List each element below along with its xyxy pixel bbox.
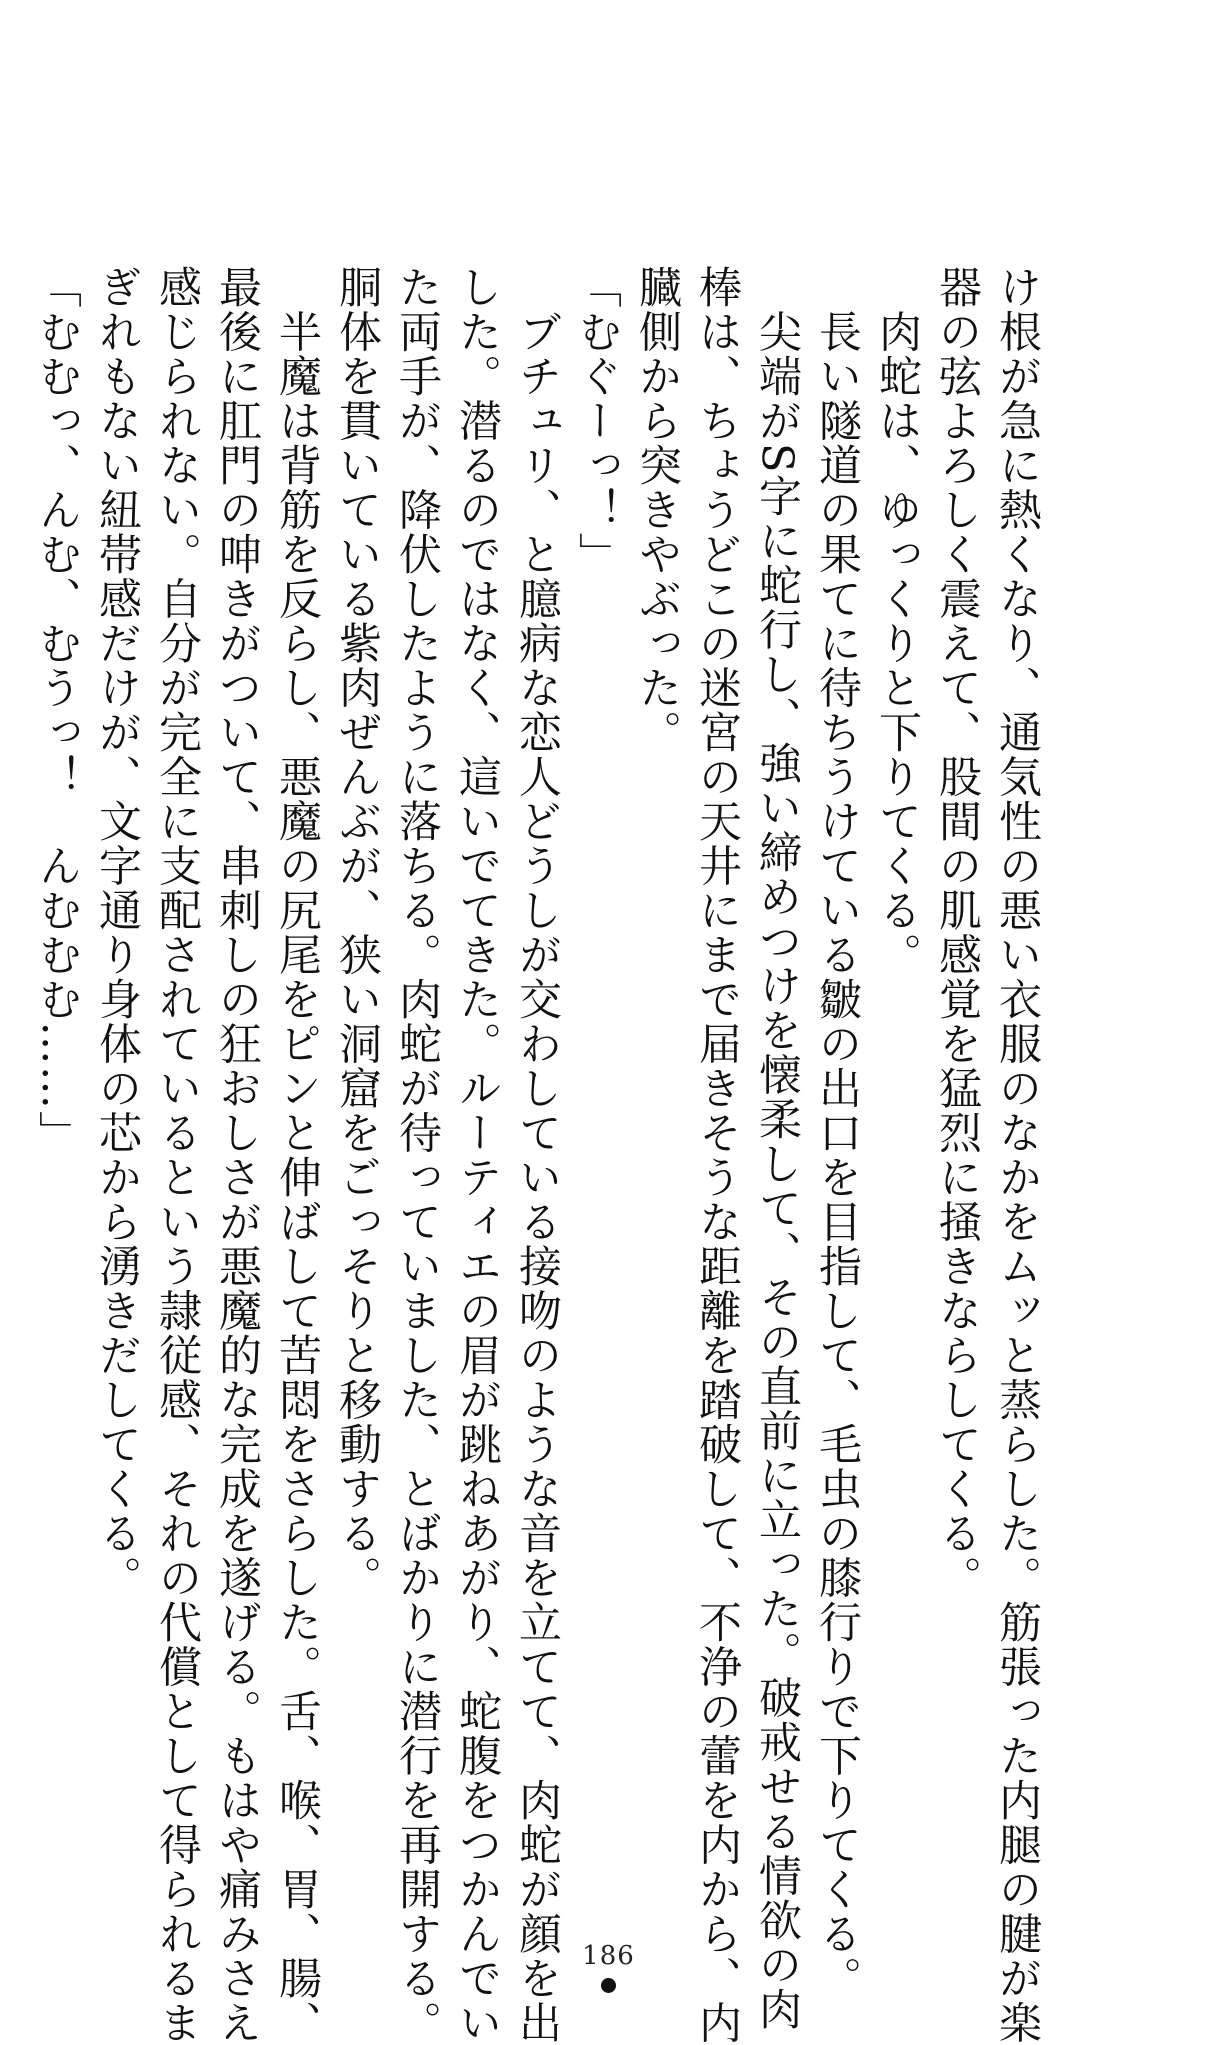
text-line: した。潜るのではなく、這いでてきた。ルーティエの眉が跳ねあがり、蛇腹をつかんでい — [452, 265, 502, 2045]
text-line: 胴体を貫いている紫肉ぜんぶが、狭い洞窟をごっそりと移動する。 — [332, 265, 382, 1600]
text-line: 「むぐーっ！」 — [572, 265, 622, 577]
page-number: 186 — [582, 1941, 635, 1971]
text-line: 臓側から突きやぶった。 — [632, 265, 682, 755]
text-line: 器の弦よろしく震えて、股間の肌感覚を猛烈に掻きならしてくる。 — [932, 265, 982, 1600]
text-line: 感じられない。自分が完全に支配されているという隷従感、それの代償として得られるま — [152, 265, 202, 2045]
text-line: 長い隧道の果てに待ちうけている皺の出口を目指して、毛虫の膝行りで下りてくる。 — [812, 265, 862, 2001]
text-line: 棒は、ちょうどこの迷宮の天井にまで届きそうな距離を踏破して、不浄の蕾を内から、内 — [692, 265, 742, 2045]
text-line: 最後に肛門の呻きがついて、串刺しの狂おしさが悪魔的な完成を遂げる。もはや痛みさえ — [212, 265, 262, 2045]
text-line: 半魔は背筋を反らし、悪魔の尻尾をピンと伸ばして苦悶をさらした。舌、喉、胃、腸、 — [272, 265, 322, 2045]
text-line: け根が急に熱くなり、通気性の悪い衣服のなかをムッと蒸らした。筋張った内腿の腱が楽 — [992, 265, 1042, 2045]
text-line: ブチュリ、と臆病な恋人どうしが交わしている接吻のような音を立てて、肉蛇が顔を出 — [512, 265, 562, 2045]
page-footer — [0, 1940, 1217, 1993]
text-line: た両手が、降伏したように落ちる。肉蛇が待っていました、とばかりに潜行を再開する。 — [392, 265, 442, 2045]
text-line: ぎれもない紐帯感だけが、文字通り身体の芯から湧きだしてくる。 — [92, 265, 142, 1600]
text-line: 「むむっ、んむ、むうっ！ んむむむ……」 — [32, 265, 82, 1155]
text-line: 肉蛇は、ゆっくりと下りてくる。 — [872, 265, 922, 977]
text-line: 尖端がS字に蛇行し、強い締めつけを懐柔して、その直前に立った。破戒せる情欲の肉 — [752, 265, 802, 2032]
page-dot-icon — [601, 1978, 616, 1993]
